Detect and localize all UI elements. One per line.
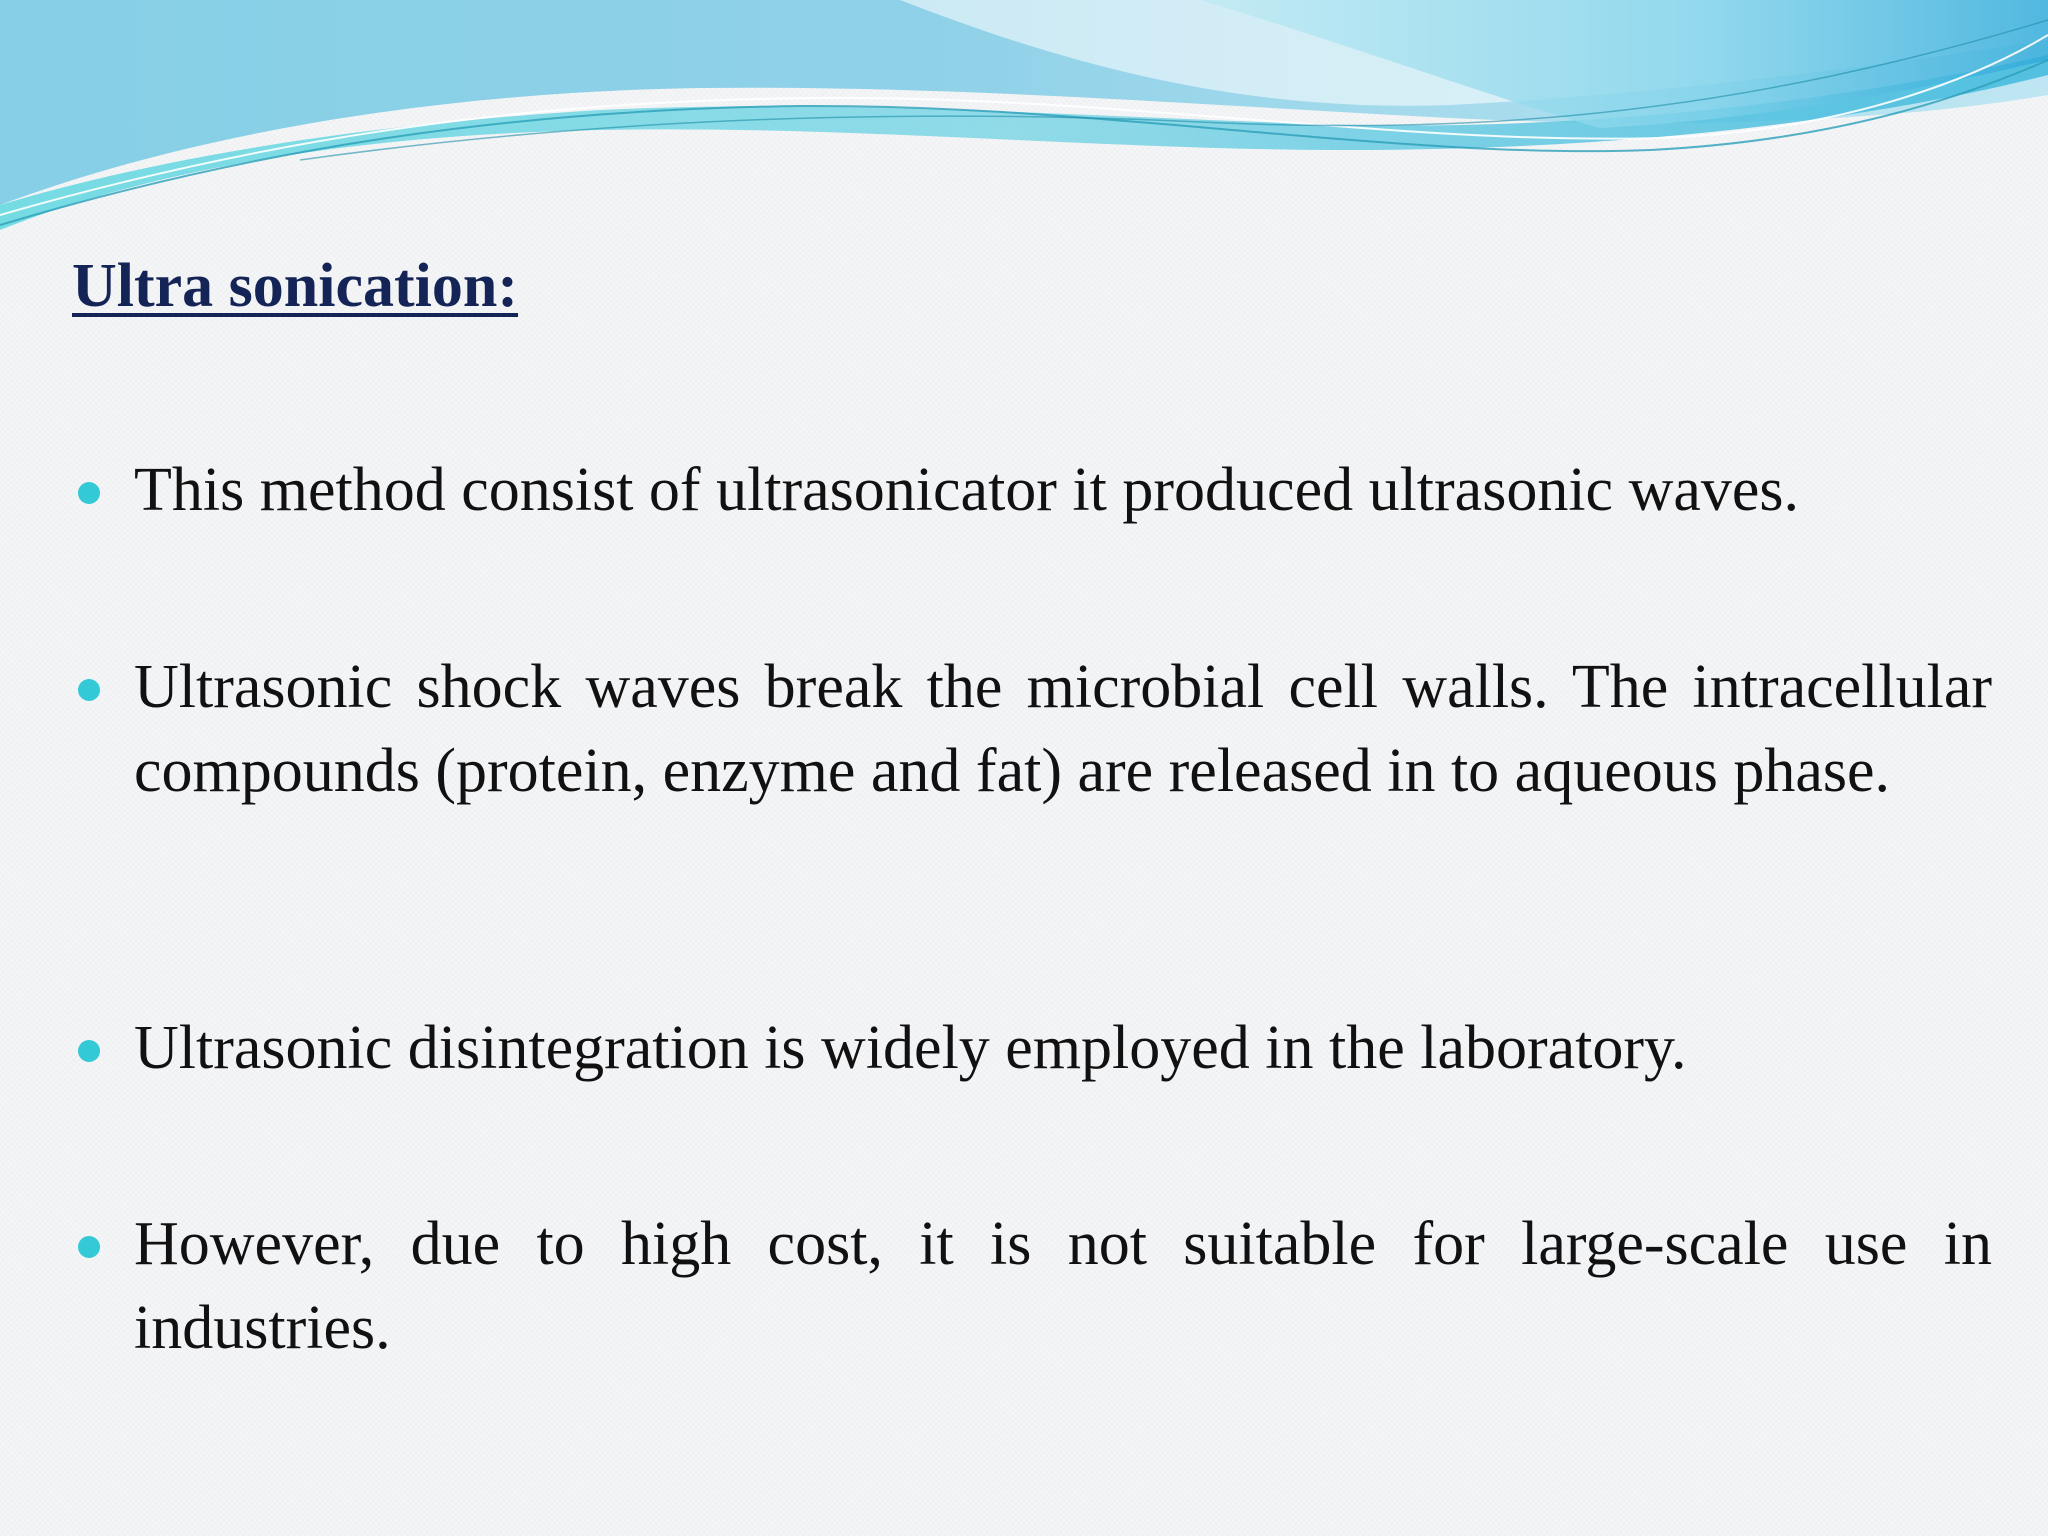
slide-title: Ultra sonication: — [72, 252, 519, 320]
bullet-item — [72, 1202, 1992, 1370]
bullet-item — [72, 1006, 1992, 1090]
bullet-text: Ultrasonic shock waves break the microbial cell walls. The intracellular compounds (protein, enzyme and fat) are released in to aqueous phase. — [134, 653, 1992, 805]
bullet-text: Ultrasonic disintegration is widely employed in the laboratory. — [134, 1014, 1687, 1082]
bullet-text: This method consist of ultrasonicator it produced ultrasonic waves. — [134, 456, 1800, 524]
bullet-text: However, due to high cost, it is not suitable for large-scale use in industries. — [134, 1210, 1992, 1362]
bullet-dot-icon — [78, 482, 100, 504]
bullet-item — [72, 448, 1992, 532]
bullet-dot-icon — [78, 1236, 100, 1258]
bullet-dot-icon — [78, 679, 100, 701]
bullet-dot-icon — [78, 1040, 100, 1062]
bullet-item — [72, 645, 1992, 813]
wave-banner-decoration — [0, 0, 2048, 240]
